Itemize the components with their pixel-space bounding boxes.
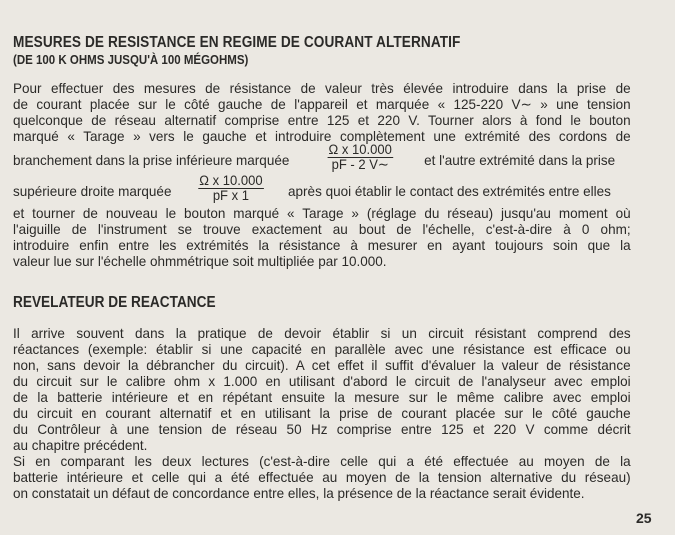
paragraph-line: du Contrôleur à une tension de réseau 50 Hz comprise entre 125 et 220 V comme décrit — [13, 421, 631, 437]
paragraph-line: du circuit en courant alternatif et en utilisant la prise de courant placée sur le côté gauche — [13, 405, 631, 421]
section-heading-resistance-ac: MESURES DE RESISTANCE EN REGIME DE COURANT ALTERNATIF — [13, 34, 461, 51]
paragraph-text: après quoi établir le contact des extrémités entre elles — [288, 183, 611, 199]
paragraph-line: marqué « Tarage » vers le gauche et introduire complètement une extrémité des cordons de — [13, 128, 631, 144]
fraction-denominator: pF x 1 — [212, 188, 250, 203]
paragraph-line: introduire enfin entre les extrémités la résistance à mesurer en ayant toujours soin que la — [13, 237, 631, 253]
paragraph-line: on constatait un défaut de concordance entre elles, la présence de la réactance serait évidente. — [13, 485, 585, 501]
paragraph-line: du circuit sur le calibre ohm x 1.000 en utilisant d'abord le circuit de l'analyseur avec emploi — [13, 373, 631, 389]
paragraph-line: valeur lue sur l'échelle ohmmétrique soit multipliée par 10.000. — [13, 253, 387, 269]
section-heading-reactance: REVELATEUR DE REACTANCE — [13, 294, 216, 311]
paragraph-line: Pour effectuer des mesures de résistance de valeur très élevée introduire dans la prise de — [13, 80, 631, 96]
paragraph-line: et tourner de nouveau le bouton marqué « Tarage » (réglage du réseau) jusqu'au moment où — [13, 205, 631, 221]
paragraph-line-with-fraction — [13, 143, 631, 177]
paragraph-line: non, sans devoir la débrancher du circuit). A cet effet il suffit d'évaluer la valeur de résistance — [13, 357, 631, 373]
jack-label-fraction — [198, 174, 263, 203]
fraction-denominator: pF - 2 V∼ — [331, 157, 389, 172]
fraction-numerator: Ω x 10.000 — [328, 142, 392, 157]
paragraph-line: de courant placée sur le côté gauche de l'appareil et marquée « 125-220 V∼ » une tension — [13, 96, 631, 112]
paragraph-line: quelconque de réseau alternatif comprise entre 125 et 220 V. Tourner alors à fond le bouton — [13, 112, 631, 128]
page-number: 25 — [636, 510, 652, 526]
fraction-numerator: Ω x 10.000 — [199, 173, 263, 188]
paragraph-line: batterie intérieure et celle qui a été effectuée au moyen de la tension alternative du réseau) — [13, 469, 631, 485]
paragraph-text: supérieure droite marquée — [13, 183, 172, 199]
paragraph-line: Si en comparant les deux lectures (c'est-à-dire celle qui a été effectuée au moyen de la — [13, 453, 631, 469]
paragraph-line: au chapitre précédent. — [13, 437, 148, 453]
paragraph-line: l'aiguille de l'instrument se trouve exactement au bout de l'échelle, c'est-à-dire à 0 ohm; — [13, 221, 631, 237]
section-subheading-range: (DE 100 K OHMS JUSQU'À 100 MÉGOHMS) — [13, 53, 249, 67]
paragraph-text: branchement dans la prise inférieure marquée — [13, 152, 290, 168]
paragraph-text: et l'autre extrémité dans la prise — [424, 152, 616, 168]
paragraph-line-with-fraction — [13, 174, 631, 208]
paragraph-line: réactances (exemple: établir si une capacité en parallèle avec une résistance est efficace ou — [13, 341, 631, 357]
paragraph-line: de la batterie intérieure et en répétant ensuite la mesure sur le même calibre avec emploi — [13, 389, 631, 405]
jack-label-fraction — [328, 143, 393, 172]
paragraph-line: Il arrive souvent dans la pratique de devoir établir si un circuit résistant comprend des — [13, 325, 631, 341]
